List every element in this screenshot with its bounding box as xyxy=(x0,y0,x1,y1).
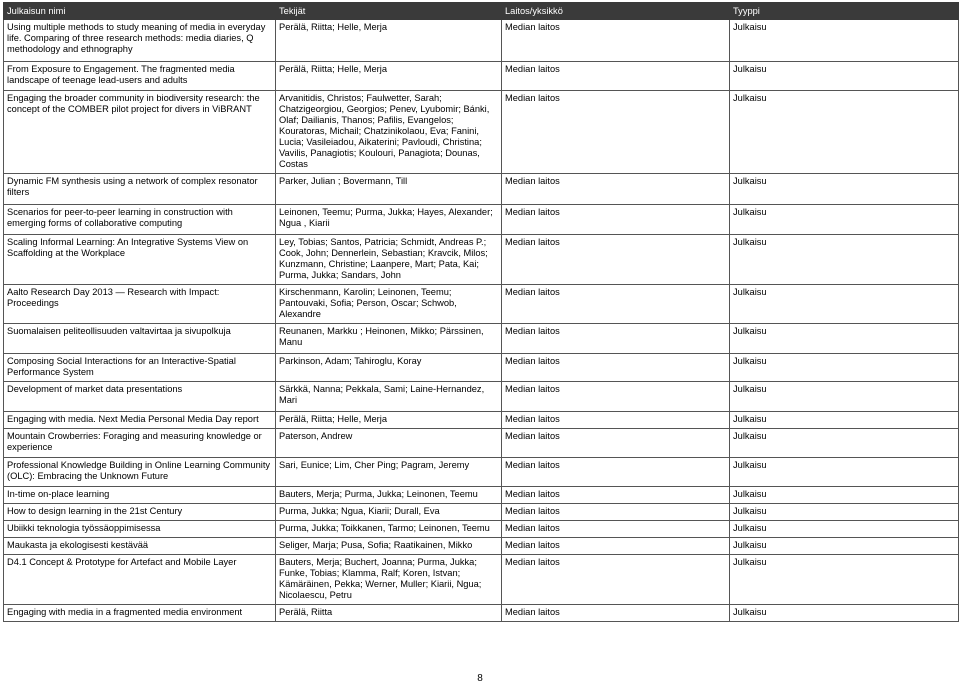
cell-authors: Ley, Tobias; Santos, Patricia; Schmidt, Andreas P.; Cook, John; Dennerlein, Sebastian; Kravcik, Milos; Kunzmann, Christine; Laanpere, Mart; Pata, Kai; Purma, Jukka; Sandars, John xyxy=(276,235,502,285)
table-row xyxy=(4,324,959,354)
cell-type: Julkaisu xyxy=(730,354,959,382)
cell-type: Julkaisu xyxy=(730,504,959,521)
cell-authors: Perälä, Riitta; Helle, Merja xyxy=(276,62,502,91)
cell-unit: Median laitos xyxy=(502,538,730,555)
cell-title: In-time on-place learning xyxy=(4,487,276,504)
cell-authors: Bauters, Merja; Purma, Jukka; Leinonen, Teemu xyxy=(276,487,502,504)
cell-unit: Median laitos xyxy=(502,235,730,285)
cell-title: D4.1 Concept & Prototype for Artefact and Mobile Layer xyxy=(4,555,276,605)
cell-title: Scaling Informal Learning: An Integrative Systems View on Scaffolding at the Workplace xyxy=(4,235,276,285)
cell-type: Julkaisu xyxy=(730,429,959,458)
table-row xyxy=(4,235,959,285)
cell-title: Scenarios for peer-to-peer learning in construction with emerging forms of collaborative computing xyxy=(4,205,276,235)
cell-title: Engaging with media. Next Media Personal Media Day report xyxy=(4,412,276,429)
cell-type: Julkaisu xyxy=(730,62,959,91)
cell-authors: Arvanitidis, Christos; Faulwetter, Sarah; Chatzigeorgiou, Georgios; Penev, Lyubomir; Bánki, Olaf; Dailianis, Thanos; Pafilis, Evangelos; Kouratoras, Michail; Chatzinikolaou, Eva; Fanini, Lucia; Vasileiadou, Aikaterini; Pavloudi, Christina; Vavilis, Panagiotis; Koulouri, Panagiota; Dounas, Costas xyxy=(276,91,502,174)
cell-unit: Median laitos xyxy=(502,324,730,354)
cell-title: Ubiikki teknologia työssäoppimisessa xyxy=(4,521,276,538)
table-row xyxy=(4,538,959,555)
cell-unit: Median laitos xyxy=(502,605,730,622)
cell-unit: Median laitos xyxy=(502,285,730,324)
table-row xyxy=(4,504,959,521)
table-body xyxy=(4,20,959,622)
cell-title: Suomalaisen peliteollisuuden valtavirtaa ja sivupolkuja xyxy=(4,324,276,354)
cell-unit: Median laitos xyxy=(502,91,730,174)
cell-unit: Median laitos xyxy=(502,382,730,412)
table-row xyxy=(4,458,959,487)
cell-authors: Parkinson, Adam; Tahiroglu, Koray xyxy=(276,354,502,382)
cell-title: Dynamic FM synthesis using a network of complex resonator filters xyxy=(4,174,276,205)
table-header-row xyxy=(4,3,959,20)
cell-type: Julkaisu xyxy=(730,538,959,555)
page-number: 8 xyxy=(477,673,483,684)
cell-authors: Purma, Jukka; Ngua, Kiarii; Durall, Eva xyxy=(276,504,502,521)
table-row xyxy=(4,429,959,458)
cell-title: Engaging with media in a fragmented media environment xyxy=(4,605,276,622)
table-row xyxy=(4,487,959,504)
cell-title: Composing Social Interactions for an Interactive-Spatial Performance System xyxy=(4,354,276,382)
cell-unit: Median laitos xyxy=(502,458,730,487)
cell-unit: Median laitos xyxy=(502,555,730,605)
table-row xyxy=(4,605,959,622)
cell-title: How to design learning in the 21st Century xyxy=(4,504,276,521)
table-row xyxy=(4,382,959,412)
cell-unit: Median laitos xyxy=(502,487,730,504)
table-row xyxy=(4,412,959,429)
table-row xyxy=(4,555,959,605)
header-title: Julkaisun nimi xyxy=(4,3,276,20)
cell-title: Engaging the broader community in biodiversity research: the concept of the COMBER pilot project for divers in ViBRANT xyxy=(4,91,276,174)
cell-title: Development of market data presentations xyxy=(4,382,276,412)
table-row xyxy=(4,285,959,324)
cell-type: Julkaisu xyxy=(730,324,959,354)
cell-title: Maukasta ja ekologisesti kestävää xyxy=(4,538,276,555)
cell-authors: Perälä, Riitta; Helle, Merja xyxy=(276,412,502,429)
table-row xyxy=(4,174,959,205)
cell-title: Aalto Research Day 2013 — Research with Impact: Proceedings xyxy=(4,285,276,324)
cell-type: Julkaisu xyxy=(730,174,959,205)
table-row xyxy=(4,205,959,235)
cell-unit: Median laitos xyxy=(502,504,730,521)
cell-type: Julkaisu xyxy=(730,521,959,538)
cell-authors: Parker, Julian ; Bovermann, Till xyxy=(276,174,502,205)
cell-authors: Reunanen, Markku ; Heinonen, Mikko; Pärssinen, Manu xyxy=(276,324,502,354)
cell-authors: Purma, Jukka; Toikkanen, Tarmo; Leinonen, Teemu xyxy=(276,521,502,538)
table-row xyxy=(4,521,959,538)
cell-authors: Leinonen, Teemu; Purma, Jukka; Hayes, Alexander; Ngua , Kiarii xyxy=(276,205,502,235)
cell-unit: Median laitos xyxy=(502,429,730,458)
header-unit: Laitos/yksikkö xyxy=(502,3,730,20)
cell-type: Julkaisu xyxy=(730,458,959,487)
table-row xyxy=(4,91,959,174)
cell-type: Julkaisu xyxy=(730,412,959,429)
cell-type: Julkaisu xyxy=(730,20,959,62)
cell-authors: Bauters, Merja; Buchert, Joanna; Purma, Jukka; Funke, Tobias; Klamma, Ralf; Koren, Istvan; Kämäräinen, Pekka; Werner, Muller; Kiarii, Ngua; Nicolaescu, Petru xyxy=(276,555,502,605)
cell-type: Julkaisu xyxy=(730,555,959,605)
cell-title: Mountain Crowberries: Foraging and measuring knowledge or experience xyxy=(4,429,276,458)
table-row xyxy=(4,62,959,91)
cell-type: Julkaisu xyxy=(730,205,959,235)
cell-type: Julkaisu xyxy=(730,285,959,324)
cell-authors: Kirschenmann, Karolin; Leinonen, Teemu; Pantouvaki, Sofia; Person, Oscar; Schwob, Alexandre xyxy=(276,285,502,324)
cell-unit: Median laitos xyxy=(502,521,730,538)
publications-table xyxy=(3,2,959,622)
header-authors: Tekijät xyxy=(276,3,502,20)
cell-type: Julkaisu xyxy=(730,91,959,174)
cell-authors: Perälä, Riitta xyxy=(276,605,502,622)
cell-unit: Median laitos xyxy=(502,354,730,382)
cell-unit: Median laitos xyxy=(502,62,730,91)
cell-unit: Median laitos xyxy=(502,20,730,62)
cell-title: From Exposure to Engagement. The fragmented media landscape of teenage lead-users and adults xyxy=(4,62,276,91)
cell-unit: Median laitos xyxy=(502,412,730,429)
table-row xyxy=(4,354,959,382)
cell-authors: Perälä, Riitta; Helle, Merja xyxy=(276,20,502,62)
cell-type: Julkaisu xyxy=(730,605,959,622)
cell-type: Julkaisu xyxy=(730,235,959,285)
cell-unit: Median laitos xyxy=(502,205,730,235)
cell-authors: Särkkä, Nanna; Pekkala, Sami; Laine-Hernandez, Mari xyxy=(276,382,502,412)
cell-unit: Median laitos xyxy=(502,174,730,205)
header-type: Tyyppi xyxy=(730,3,959,20)
cell-authors: Seliger, Marja; Pusa, Sofia; Raatikainen, Mikko xyxy=(276,538,502,555)
cell-type: Julkaisu xyxy=(730,382,959,412)
table-row xyxy=(4,20,959,62)
cell-type: Julkaisu xyxy=(730,487,959,504)
cell-authors: Sari, Eunice; Lim, Cher Ping; Pagram, Jeremy xyxy=(276,458,502,487)
cell-authors: Paterson, Andrew xyxy=(276,429,502,458)
cell-title: Professional Knowledge Building in Online Learning Community (OLC): Embracing the Unknown Future xyxy=(4,458,276,487)
cell-title: Using multiple methods to study meaning of media in everyday life. Comparing of three research methods: media diaries, Q methodology and ethnography xyxy=(4,20,276,62)
